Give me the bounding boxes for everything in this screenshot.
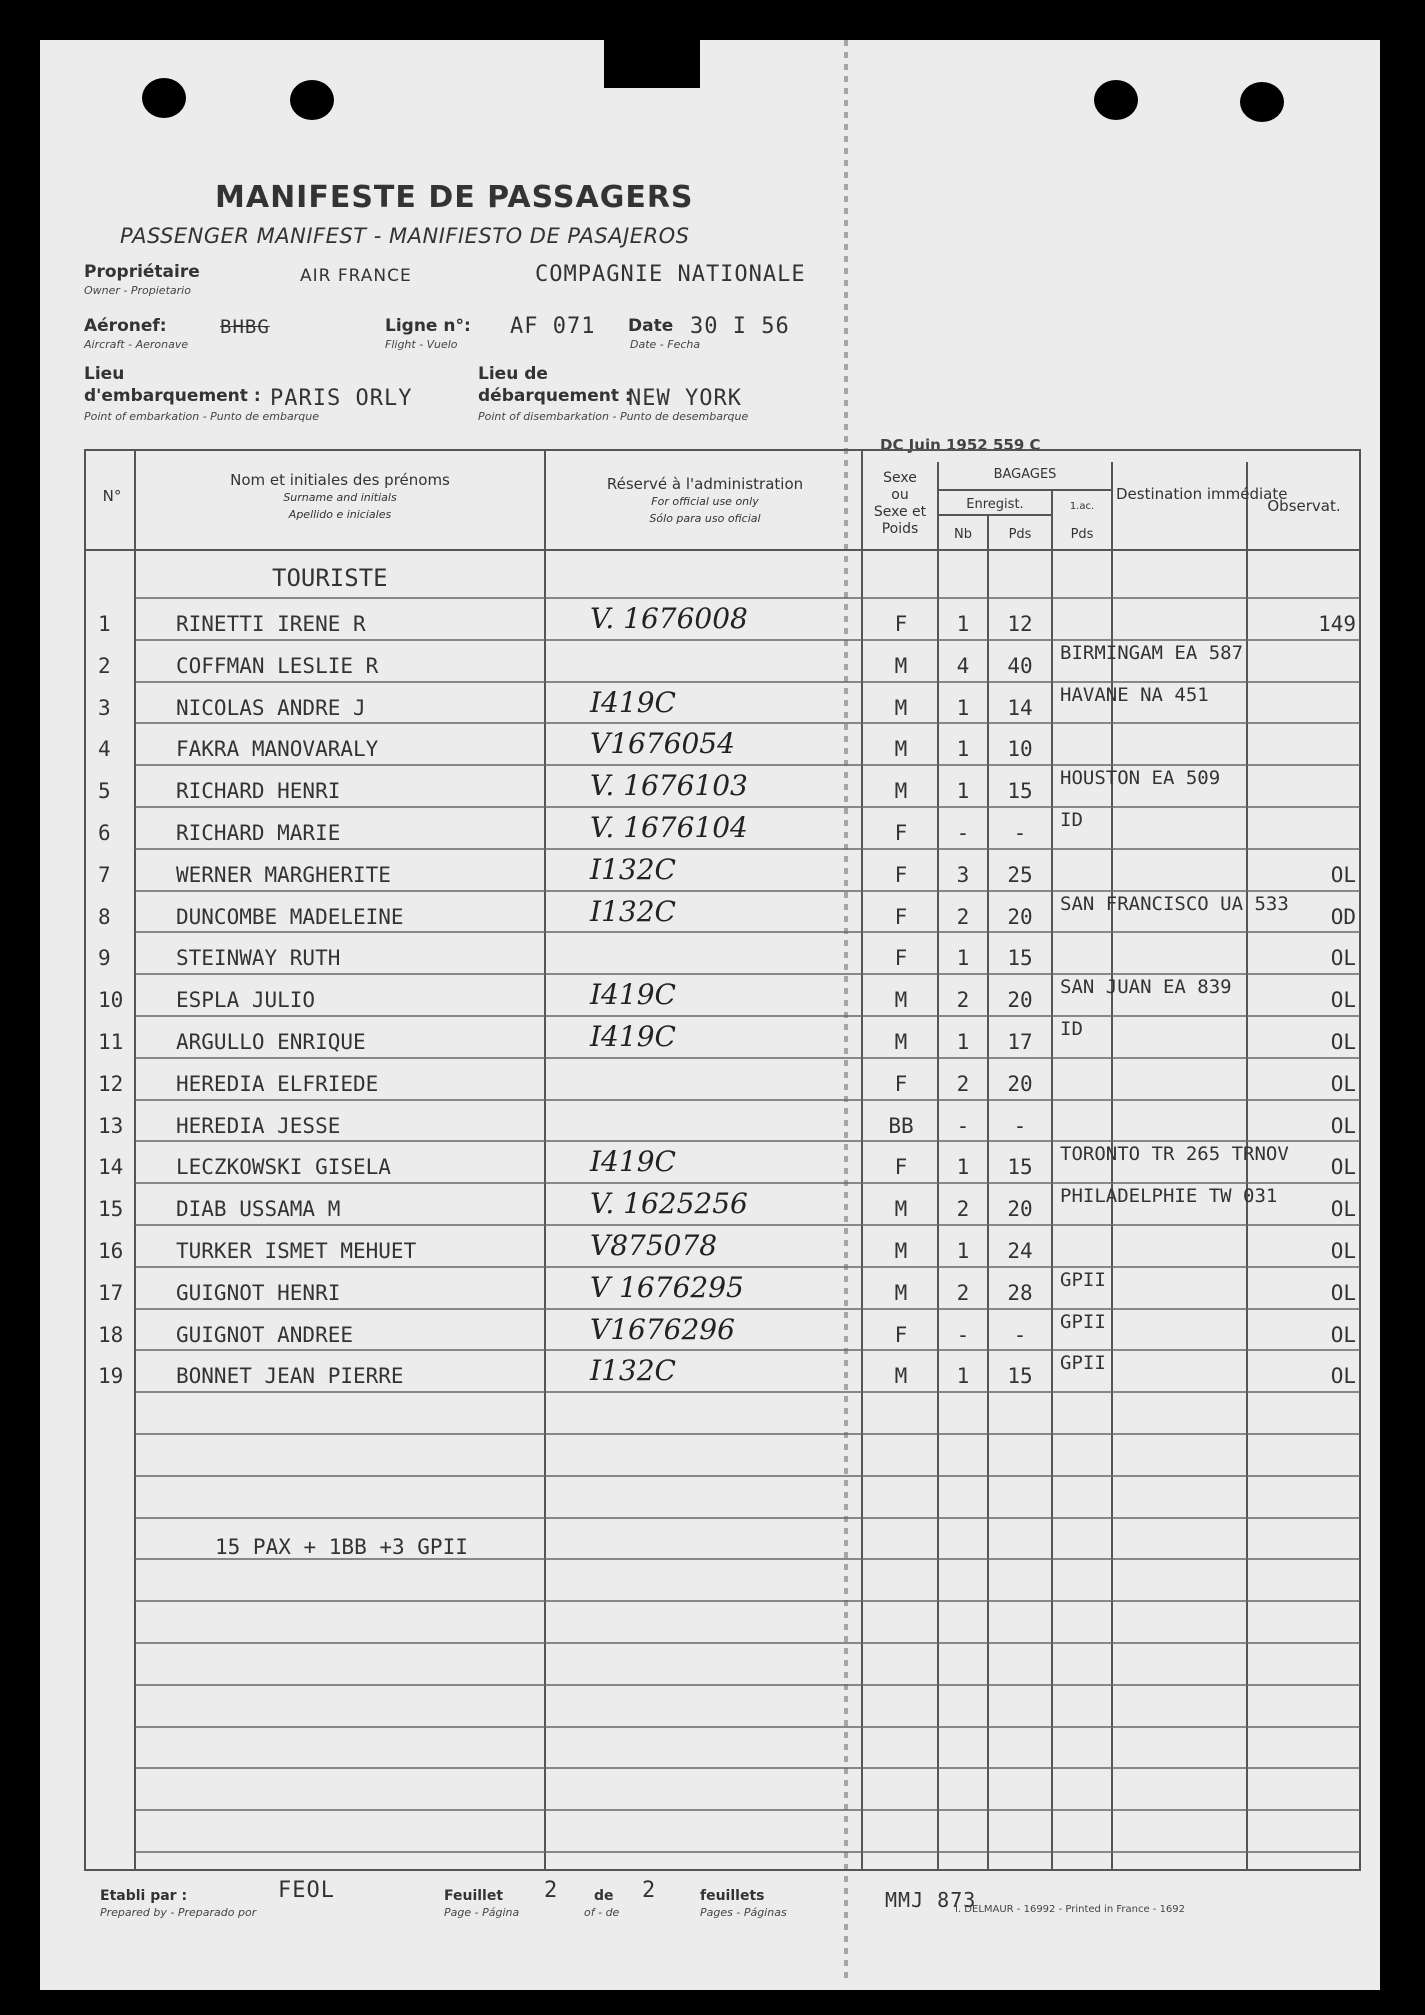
stamp-code: MMJ 873 [885, 1888, 977, 1912]
destination: ID [1060, 809, 1083, 831]
baggage-count: 1 [956, 946, 970, 970]
aircraft-label: Aéronef: [84, 316, 167, 336]
row-number: 10 [98, 988, 124, 1012]
admin-entry: I132C [590, 895, 676, 928]
baggage-weight: - [1013, 1114, 1027, 1138]
passenger-sex: F [894, 1072, 908, 1096]
sheet-label: Feuillet [444, 1888, 504, 1904]
observation: OL [1330, 1155, 1356, 1179]
passenger-sex: F [894, 905, 908, 929]
owner-translation: Owner - Propietario [84, 284, 191, 297]
date-translation: Date - Fecha [630, 338, 701, 351]
admin-entry: V1676054 [590, 727, 735, 760]
destination: TORONTO TR 265 TRNOV [1060, 1143, 1289, 1165]
owner-value: AIR FRANCE [300, 266, 412, 286]
passenger-sex: M [894, 988, 908, 1012]
embark-value: PARIS ORLY [270, 386, 413, 411]
baggage-count: 4 [956, 654, 970, 678]
admin-entry: V. 1625256 [590, 1187, 748, 1220]
baggage-weight: 28 [1007, 1281, 1033, 1305]
baggage-weight: 15 [1007, 1155, 1033, 1179]
owner-label: Propriétaire [84, 262, 200, 282]
aircraft-value: BHBG [220, 316, 270, 338]
passenger-name: COFFMAN LESLIE R [176, 654, 379, 678]
row-number: 6 [98, 821, 111, 845]
baggage-weight: 14 [1007, 696, 1033, 720]
observation: OL [1330, 1030, 1356, 1054]
observation: OD [1330, 905, 1356, 929]
sheet-value: 2 [544, 1878, 559, 1903]
observation: OL [1330, 946, 1356, 970]
passenger-sex: M [894, 1239, 908, 1263]
baggage-count: - [956, 1323, 970, 1347]
baggage-count: 1 [956, 737, 970, 761]
baggage-count: 2 [956, 905, 970, 929]
observation: OL [1330, 1323, 1356, 1347]
line-translation: Flight - Vuelo [385, 338, 458, 351]
passenger-name: RICHARD HENRI [176, 779, 341, 803]
passenger-name: FAKRA MANOVARALY [176, 737, 379, 761]
summary-line: 15 PAX + 1BB +3 GPII [215, 1535, 468, 1559]
baggage-weight: 15 [1007, 779, 1033, 803]
observation: OL [1330, 1197, 1356, 1221]
baggage-weight: 15 [1007, 1364, 1033, 1388]
admin-entry: I419C [590, 1020, 676, 1053]
passenger-name: HEREDIA ELFRIEDE [176, 1072, 379, 1096]
admin-entry: I419C [590, 686, 676, 719]
observation: OL [1330, 1364, 1356, 1388]
passenger-sex: M [894, 696, 908, 720]
row-number: 17 [98, 1281, 124, 1305]
col-sex-2: ou [891, 487, 909, 503]
baggage-weight: - [1013, 821, 1027, 845]
baggage-count: 1 [956, 1239, 970, 1263]
passenger-sex: BB [888, 1114, 914, 1138]
baggage-weight: 10 [1007, 737, 1033, 761]
passenger-name: GUIGNOT ANDREE [176, 1323, 354, 1347]
pages-label: feuillets [700, 1888, 765, 1904]
passenger-name: NICOLAS ANDRE J [176, 696, 366, 720]
col-sex-1: Sexe [883, 470, 917, 486]
sheet-translation: Page - Página [444, 1906, 520, 1919]
admin-entry: V 1676295 [590, 1271, 744, 1304]
row-number: 1 [98, 612, 111, 636]
baggage-count: 2 [956, 1072, 970, 1096]
manifest-subtitle: PASSENGER MANIFEST - MANIFIESTO DE PASAJEROS [120, 224, 690, 248]
baggage-count: 2 [956, 988, 970, 1012]
passenger-name: RICHARD MARIE [176, 821, 341, 845]
prepared-value: FEOL [278, 1878, 335, 1903]
col-header-no: N° [102, 487, 122, 505]
col-admin-es: Sólo para uso oficial [649, 512, 761, 525]
printer-imprint: I. DELMAUR - 16992 - Printed in France - 1692 [955, 1904, 1186, 1915]
of-translation: of - de [584, 1906, 620, 1919]
col-header-name [140, 472, 540, 523]
destination: ID [1060, 1018, 1083, 1040]
passenger-sex: F [894, 1155, 908, 1179]
section-label: TOURISTE [272, 564, 388, 592]
passenger-name: DIAB USSAMA M [176, 1197, 341, 1221]
col-header-hand: 1.ac. [1069, 501, 1095, 512]
disembark-label-2: débarquement : [478, 386, 632, 406]
observation: OL [1330, 988, 1356, 1012]
passenger-sex: F [894, 946, 908, 970]
row-number: 12 [98, 1072, 124, 1096]
disembark-translation: Point of disembarkation - Punto de desembarque [478, 410, 749, 423]
admin-entry: V. 1676008 [590, 602, 748, 635]
baggage-count: 1 [956, 1030, 970, 1054]
col-header-baggage: BAGAGES [993, 467, 1057, 482]
prepared-translation: Prepared by - Preparado por [100, 1906, 257, 1919]
col-header-destination: Destination immédiate [1116, 485, 1288, 503]
destination: GPII [1060, 1352, 1106, 1374]
passenger-sex: M [894, 654, 908, 678]
passenger-sex: F [894, 863, 908, 887]
col-name-es: Apellido e iniciales [288, 508, 392, 521]
admin-entry: V875078 [590, 1229, 718, 1262]
baggage-weight: 17 [1007, 1030, 1033, 1054]
baggage-count: - [956, 821, 970, 845]
passenger-name: WERNER MARGHERITE [176, 863, 391, 887]
passenger-sex: M [894, 1281, 908, 1305]
admin-entry: I132C [590, 1354, 676, 1387]
destination: PHILADELPHIE TW 031 [1060, 1185, 1278, 1207]
destination: GPII [1060, 1311, 1106, 1333]
row-number: 13 [98, 1114, 124, 1138]
line-label: Ligne n°: [385, 316, 471, 336]
passenger-sex: M [894, 1030, 908, 1054]
baggage-count: 1 [956, 612, 970, 636]
observation: OL [1330, 1072, 1356, 1096]
destination: SAN JUAN EA 839 [1060, 976, 1232, 998]
row-number: 2 [98, 654, 111, 678]
destination: HOUSTON EA 509 [1060, 767, 1221, 789]
baggage-weight: 20 [1007, 1072, 1033, 1096]
observation: OL [1330, 1239, 1356, 1263]
row-number: 14 [98, 1155, 124, 1179]
of-label: de [594, 1888, 614, 1904]
passenger-name: ESPLA JULIO [176, 988, 316, 1012]
row-number: 16 [98, 1239, 124, 1263]
row-number: 7 [98, 863, 111, 887]
pages-translation: Pages - Páginas [700, 1906, 787, 1919]
embark-translation: Point of embarkation - Punto de embarque [84, 410, 319, 423]
owner-value-2: COMPAGNIE NATIONALE [535, 262, 806, 287]
admin-entry: I419C [590, 978, 676, 1011]
row-number: 8 [98, 905, 111, 929]
prepared-label: Etabli par : [100, 1888, 188, 1904]
col-header-nb: Nb [954, 527, 972, 542]
col-admin-en: For official use only [651, 495, 759, 508]
embark-label-2: d'embarquement : [84, 386, 261, 406]
observation: OL [1330, 1114, 1356, 1138]
observation: OL [1330, 863, 1356, 887]
baggage-count: 1 [956, 1155, 970, 1179]
baggage-weight: 12 [1007, 612, 1033, 636]
baggage-weight: - [1013, 1323, 1027, 1347]
col-admin-fr: Réservé à l'administration [606, 475, 804, 493]
form-reference: DC Juin 1952 559 C [880, 436, 1041, 454]
passenger-sex: F [894, 612, 908, 636]
baggage-weight: 20 [1007, 988, 1033, 1012]
admin-entry: V. 1676104 [590, 811, 748, 844]
observation: 149 [1318, 612, 1356, 636]
admin-entry: V. 1676103 [590, 769, 748, 802]
date-label: Date [628, 316, 674, 336]
admin-entry: V1676296 [590, 1313, 735, 1346]
destination: SAN FRANCISCO UA 533 [1060, 893, 1289, 915]
line-value: AF 071 [510, 314, 596, 339]
admin-entry: I419C [590, 1145, 676, 1178]
baggage-weight: 25 [1007, 863, 1033, 887]
passenger-name: GUIGNOT HENRI [176, 1281, 341, 1305]
manifest-title: MANIFESTE DE PASSAGERS [215, 180, 694, 215]
col-header-pds: Pds [1008, 527, 1032, 542]
embark-label-1: Lieu [84, 364, 125, 384]
passenger-name: STEINWAY RUTH [176, 946, 341, 970]
baggage-weight: 15 [1007, 946, 1033, 970]
passenger-name: ARGULLO ENRIQUE [176, 1030, 366, 1054]
col-header-hand-pds: Pds [1070, 527, 1094, 542]
passenger-name: HEREDIA JESSE [176, 1114, 341, 1138]
destination: BIRMINGAM EA 587 [1060, 642, 1244, 664]
baggage-count: 1 [956, 1364, 970, 1388]
destination: GPII [1060, 1269, 1106, 1291]
date-value: 30 I 56 [690, 314, 790, 339]
col-name-fr: Nom et initiales des prénoms [230, 471, 450, 489]
passenger-name: TURKER ISMET MEHUET [176, 1239, 417, 1263]
passenger-sex: F [894, 821, 908, 845]
row-number: 3 [98, 696, 111, 720]
passenger-name: LECZKOWSKI GISELA [176, 1155, 391, 1179]
passenger-sex: M [894, 779, 908, 803]
row-number: 15 [98, 1197, 124, 1221]
baggage-count: 1 [956, 696, 970, 720]
row-number: 5 [98, 779, 111, 803]
disembark-label-1: Lieu de [478, 364, 548, 384]
baggage-count: 1 [956, 779, 970, 803]
col-header-sex [864, 470, 936, 538]
baggage-count: 2 [956, 1281, 970, 1305]
baggage-count: 3 [956, 863, 970, 887]
destination: HAVANE NA 451 [1060, 684, 1209, 706]
passenger-sex: M [894, 737, 908, 761]
baggage-weight: 24 [1007, 1239, 1033, 1263]
row-number: 19 [98, 1364, 124, 1388]
baggage-weight: 20 [1007, 1197, 1033, 1221]
baggage-weight: 40 [1007, 654, 1033, 678]
row-number: 11 [98, 1030, 124, 1054]
admin-entry: I132C [590, 853, 676, 886]
passenger-sex: M [894, 1197, 908, 1221]
col-header-admin [550, 476, 860, 527]
passenger-sex: M [894, 1364, 908, 1388]
col-sex-4: Poids [881, 521, 919, 537]
col-header-registered: Enregist. [966, 497, 1024, 512]
row-number: 4 [98, 737, 111, 761]
col-sex-3: Sexe et [873, 504, 927, 520]
row-number: 9 [98, 946, 111, 970]
col-header-observ: Observat. [1267, 497, 1341, 515]
baggage-count: 2 [956, 1197, 970, 1221]
aircraft-translation: Aircraft - Aeronave [84, 338, 189, 351]
passenger-sex: F [894, 1323, 908, 1347]
baggage-count: - [956, 1114, 970, 1138]
disembark-value: NEW YORK [628, 386, 742, 411]
observation: OL [1330, 1281, 1356, 1305]
row-number: 18 [98, 1323, 124, 1347]
of-value: 2 [642, 1878, 657, 1903]
passenger-name: BONNET JEAN PIERRE [176, 1364, 404, 1388]
col-name-en: Surname and initials [283, 491, 397, 504]
passenger-name: RINETTI IRENE R [176, 612, 366, 636]
baggage-weight: 20 [1007, 905, 1033, 929]
passenger-name: DUNCOMBE MADELEINE [176, 905, 404, 929]
